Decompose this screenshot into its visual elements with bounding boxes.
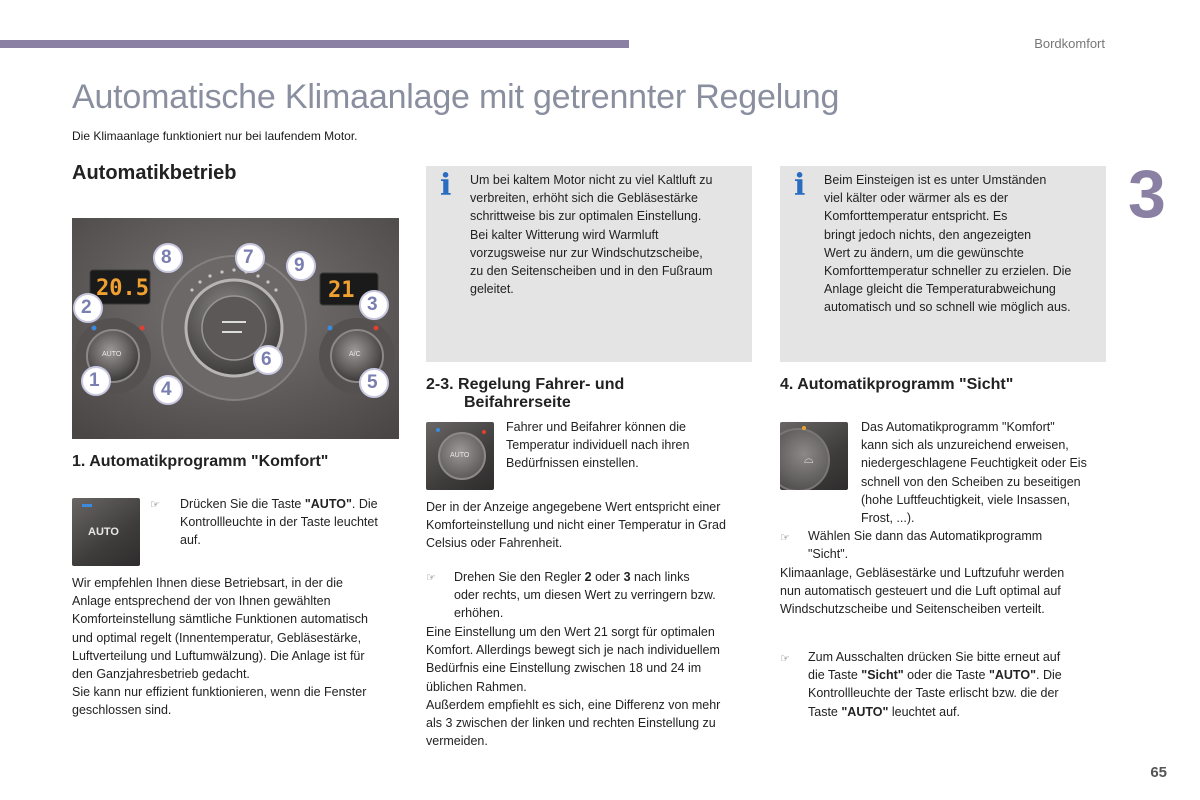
regelung-bullet: Drehen Sie den Regler 2 oder 3 nach links oder rechts, um diesen Wert zu verringern bzw. erhöhen. (454, 570, 716, 621)
windscreen-icon: ⌓ (804, 452, 814, 466)
callout-1: 1 (89, 370, 100, 391)
auto-button-thumbnail (72, 498, 140, 566)
sicht-para: Klimaanlage, Gebläsestärke und Luftzufuhr werden nun automatisch gesteuert und die Luft optimal auf Windschutzscheibe und Seitenscheiben verteilt. (780, 566, 1065, 617)
knob-auto-label: AUTO (450, 452, 470, 459)
temperature-knob-thumbnail (426, 422, 494, 490)
callout-8: 8 (161, 247, 172, 268)
regelung-para1: Der in der Anzeige angegebene Wert entspricht einer Komforteinstellung und nicht einer Temperatur in Grad Celsius oder Fahrenheit. (426, 500, 726, 551)
callout-4: 4 (161, 379, 172, 400)
bullet-marker: ☞ (780, 653, 790, 665)
bullet-marker: ☞ (780, 532, 790, 544)
climate-panel-illustration (72, 218, 399, 439)
chapter-number: 3 (1128, 156, 1166, 232)
heading-regelung: 2-3. Regelung Fahrer- und Beifahrerseite (426, 376, 625, 411)
callout-2: 2 (81, 297, 92, 318)
header-accent-bar (0, 40, 629, 48)
sicht-intro: Das Automatikprogramm "Komfort" kann sich als unzureichend erweisen, niedergeschlagene Feuchtigkeit oder Eis schnell von den Scheiben zu beseitigen (hohe Luftfeuchtigkeit, viele Insassen, Frost, ...). (861, 420, 1087, 526)
komfort-body: Wir empfehlen Ihnen diese Betriebsart, in der die Anlage entsprechend der von Ihnen gewählten Komforteinstellung sämtliche Funktionen automatisch und optimal regelt (Innentemperatur, Gebläsestärke, Luftverteilung und Luftumwälzung). Die Anlage ist für den Ganzjahresbetrieb gedacht. Sie kann nur effizient funktionieren, wenn die Fenster geschlossen sind. (72, 576, 368, 718)
auto-led (82, 504, 92, 507)
callout-3: 3 (367, 294, 378, 315)
bullet-marker: ☞ (150, 499, 160, 511)
page-subtitle: Die Klimaanlage funktioniert nur bei laufendem Motor. (72, 129, 358, 143)
bullet-marker: ☞ (426, 572, 436, 584)
callout-6: 6 (261, 349, 272, 370)
callout-7: 7 (243, 247, 254, 268)
heading-sicht: 4. Automatikprogramm "Sicht" (780, 376, 1014, 393)
section-label: Bordkomfort (1034, 36, 1105, 51)
info-text-middle: Um bei kaltem Motor nicht zu viel Kaltluft zu verbreiten, erhöht sich die Gebläsestärke schrittweise bis zur optimalen Einstellung. Bei kalter Witterung wird Warmluft vorzugsweise nur zur Windschutzscheibe, zu den Seitenscheiben und in den Fußraum geleitet. (470, 173, 713, 297)
page-title: Automatische Klimaanlage mit getrennter Regelung (72, 78, 840, 116)
regelung-para2: Eine Einstellung um den Wert 21 sorgt für optimalen Komfort. Allerdings bewegt sich je nach individuellem Bedürfnis eine Einstellung zwischen 18 und 24 im üblichen Rahmen. Außerdem empfiehlt es sich, eine Differenz von mehr als 3 zwischen der linken und rechten Einstellung zu vermeiden. (426, 625, 721, 749)
page-number: 65 (1150, 764, 1167, 781)
callout-9: 9 (294, 255, 305, 276)
left-temp-display: 20.5 (96, 276, 149, 301)
blue-led (436, 428, 440, 432)
defrost-button-thumbnail (780, 422, 848, 490)
panel-auto-label: AUTO (102, 351, 122, 358)
climate-panel-image (72, 218, 399, 439)
info-box-middle (426, 166, 752, 362)
info-icon: i (794, 168, 806, 203)
sicht-bullet2: Zum Ausschalten drücken Sie bitte erneut auf die Taste "Sicht" oder die Taste "AUTO". Die Kontrollleuchte der Taste erlischt bzw. die der Taste "AUTO" leuchtet auf. (808, 650, 1062, 719)
right-temp-display: 21 (328, 278, 355, 303)
heading-automatikbetrieb: Automatikbetrieb (72, 162, 237, 184)
heading-komfort: 1. Automatikprogramm "Komfort" (72, 453, 329, 470)
auto-thumb-label: AUTO (88, 526, 119, 538)
sicht-bullet1: Wählen Sie dann das Automatikprogramm "Sicht". (808, 529, 1043, 562)
panel-ac-label: A/C (349, 351, 361, 358)
info-text-right: Beim Einsteigen ist es unter Umständen viel kälter oder wärmer als es der Komforttemperatur entspricht. Es bringt jedoch nichts, den angezeigten Wert zu ändern, um die gewünschte Komforttemperatur schneller zu erzielen. Die Anlage gleicht die Temperaturabweichung automatisch und so schnell wie möglich aus. (824, 173, 1072, 315)
orange-led (802, 426, 806, 430)
komfort-bullet: Drücken Sie die Taste "AUTO". Die Kontrollleuchte in der Taste leuchtet auf. (180, 497, 378, 548)
info-icon: i (440, 168, 452, 203)
info-box-right (780, 166, 1106, 362)
regelung-intro: Fahrer und Beifahrer können die Temperatur individuell nach ihren Bedürfnissen einstellen. (506, 420, 690, 471)
callout-5: 5 (367, 372, 378, 393)
red-led (482, 430, 486, 434)
